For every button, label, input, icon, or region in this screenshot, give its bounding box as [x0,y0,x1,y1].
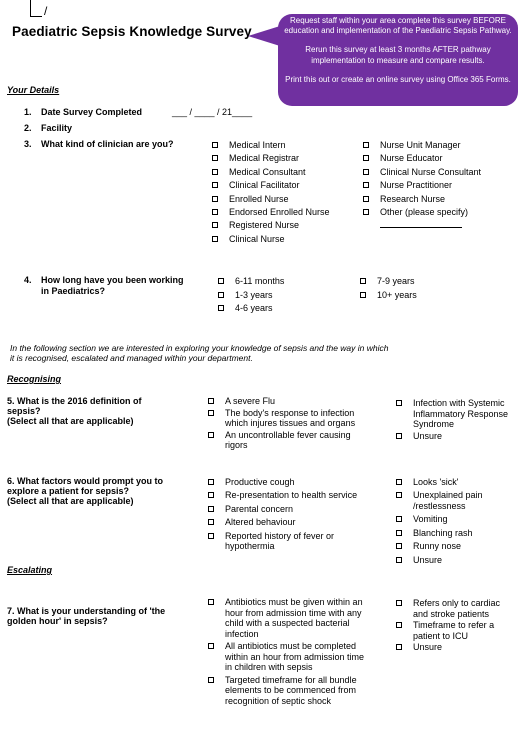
checkbox-option[interactable]: Enrolled Nurse [212,194,362,207]
checkbox-option[interactable]: 6-11 months [218,276,338,290]
checkbox-icon[interactable] [396,622,402,628]
checkbox-option[interactable]: Looks 'sick' [396,477,506,490]
q7-options-right [396,598,506,653]
checkbox-option[interactable]: Parental concern [208,504,373,517]
q4-label-line2: in Paediatrics? [41,286,106,296]
checkbox-option[interactable]: Unsure [396,555,506,568]
checkbox-icon[interactable] [208,599,214,605]
slash-mark: / [44,4,48,18]
q6-options-mid [208,477,373,552]
checkbox-option[interactable]: The body's response to infection which injures tissues and organs [208,408,368,429]
q3-number: 3. [24,139,32,149]
checkbox-option[interactable]: Nurse Educator [363,153,513,166]
q5-label-line2: sepsis? [7,406,41,416]
checkbox-icon[interactable] [363,142,369,148]
q5-label-line1: 5. What is the 2016 definition of [7,396,142,406]
checkbox-icon[interactable] [363,169,369,175]
checkbox-icon[interactable] [218,278,224,284]
checkbox-option[interactable]: Clinical Facilitator [212,180,362,193]
checkbox-icon[interactable] [212,222,218,228]
checkbox-option[interactable]: An uncontrollable fever causing rigors [208,430,368,451]
checkbox-icon[interactable] [396,400,402,406]
q7-label-line1: 7. What is your understanding of 'the [7,606,166,616]
page-title: Paediatric Sepsis Knowledge Survey [12,24,252,39]
intro-line-1: In the following section we are interested in exploring your knowledge of sepsis and the way in which [10,343,389,353]
callout-para-1: Request staff within your area complete this survey BEFORE education and implementation of the Paediatric Sepsis Pathway. [284,16,512,36]
checkbox-icon[interactable] [396,557,402,563]
checkbox-option[interactable]: 7-9 years [360,276,480,290]
section-heading-recognising: Recognising [7,374,62,384]
checkbox-icon[interactable] [396,516,402,522]
checkbox-icon[interactable] [212,182,218,188]
checkbox-icon[interactable] [208,519,214,525]
checkbox-option[interactable]: Endorsed Enrolled Nurse [212,207,362,220]
checkbox-icon[interactable] [360,278,366,284]
checkbox-option[interactable]: Re-presentation to health service [208,490,373,503]
checkbox-icon[interactable] [208,677,214,683]
q5-options-mid [208,396,368,451]
q6-label-line2: explore a patient for sepsis? [7,486,130,496]
checkbox-icon[interactable] [212,196,218,202]
checkbox-icon[interactable] [208,533,214,539]
checkbox-option[interactable]: Clinical Nurse Consultant [363,167,513,180]
q7-options-mid [208,597,373,706]
checkbox-option[interactable]: Medical Consultant [212,167,362,180]
checkbox-icon[interactable] [396,433,402,439]
q3-options-right [363,140,513,220]
q2-label: Facility [41,123,73,133]
other-specify-line[interactable] [380,227,462,228]
checkbox-option[interactable]: A severe Flu [208,396,368,407]
checkbox-option[interactable]: Unexplained pain /restlessness [396,490,496,511]
q7-label-line2: golden hour' in sepsis? [7,616,108,626]
checkbox-option[interactable]: Research Nurse [363,194,513,207]
checkbox-icon[interactable] [208,432,214,438]
checkbox-option[interactable]: Medical Intern [212,140,362,153]
checkbox-option[interactable]: All antibiotics must be completed within an hour from admission time in children with sepsis [208,641,368,673]
checkbox-icon[interactable] [212,236,218,242]
checkbox-icon[interactable] [208,492,214,498]
checkbox-icon[interactable] [212,169,218,175]
q2-number: 2. [24,123,32,133]
checkbox-option[interactable]: Infection with Systemic Inflammatory Response Syndrome [396,398,516,430]
checkbox-icon[interactable] [363,155,369,161]
checkbox-option[interactable]: Antibiotics must be given within an hour from admission time with any child with a suspected bacterial infection [208,597,368,639]
q6-label-line3: (Select all that are applicable) [7,496,134,506]
checkbox-option[interactable]: Medical Registrar [212,153,362,166]
checkbox-icon[interactable] [363,182,369,188]
checkbox-option[interactable]: Reported history of fever or hypothermia [208,531,353,552]
checkbox-option[interactable]: Timeframe to refer a patient to ICU [396,620,501,641]
checkbox-icon[interactable] [208,410,214,416]
checkbox-icon[interactable] [208,506,214,512]
checkbox-icon[interactable] [396,492,402,498]
q4-options-left [218,276,338,317]
checkbox-option[interactable]: Nurse Unit Manager [363,140,513,153]
checkbox-icon[interactable] [212,155,218,161]
checkbox-icon[interactable] [208,643,214,649]
checkbox-icon[interactable] [396,530,402,536]
q4-label-line1: How long have you been working [41,275,184,285]
section-heading-escalating: Escalating [7,565,53,575]
checkbox-icon[interactable] [208,479,214,485]
checkbox-icon[interactable] [396,644,402,650]
callout-tail [248,26,280,46]
section-heading-your-details: Your Details [7,85,60,95]
checkbox-icon[interactable] [396,543,402,549]
checkbox-option[interactable]: Unsure [396,431,516,442]
checkbox-option[interactable]: Clinical Nurse [212,234,362,247]
checkbox-option[interactable]: 1-3 years [218,290,338,304]
date-field[interactable]: ___ / ____ / 21____ [172,107,253,117]
checkbox-option[interactable]: Runny nose [396,541,506,554]
checkbox-icon[interactable] [360,292,366,298]
checkbox-option[interactable]: Refers only to cardiac and stroke patients [396,598,501,619]
checkbox-option[interactable]: Registered Nurse [212,220,362,233]
checkbox-option[interactable]: Altered behaviour [208,517,373,530]
q6-options-right [396,477,506,568]
checkbox-option[interactable]: Blanching rash [396,528,506,541]
checkbox-icon[interactable] [363,209,369,215]
intro-line-2: it is recognised, escalated and managed within your department. [10,353,253,363]
q6-label-line1: 6. What factors would prompt you to [7,476,163,486]
q3-options-left [212,140,362,247]
corner-mark-horizontal [30,16,42,17]
checkbox-icon[interactable] [218,292,224,298]
callout-para-3: Print this out or create an online survey using Office 365 Forms. [285,74,511,84]
checkbox-icon[interactable] [396,600,402,606]
callout-text [284,16,512,94]
q5-label-line3: (Select all that are applicable) [7,416,134,426]
checkbox-icon[interactable] [218,305,224,311]
checkbox-option[interactable]: Unsure [396,642,506,653]
q4-options-right [360,276,480,303]
checkbox-option[interactable]: Targeted timeframe for all bundle elements to be commenced from recognition of septic shock [208,675,368,707]
q3-label: What kind of clinician are you? [41,139,174,149]
checkbox-icon[interactable] [212,142,218,148]
checkbox-icon[interactable] [363,196,369,202]
checkbox-option[interactable]: Other (please specify) [363,207,513,220]
checkbox-icon[interactable] [396,479,402,485]
checkbox-icon[interactable] [208,398,214,404]
checkbox-option[interactable]: Productive cough [208,477,373,490]
checkbox-option[interactable]: 10+ years [360,290,480,304]
callout-para-2: Rerun this survey at least 3 months AFTER pathway implementation to measure and compare results. [305,45,491,65]
checkbox-option[interactable]: Nurse Practitioner [363,180,513,193]
checkbox-icon[interactable] [212,209,218,215]
q1-number: 1. [24,107,32,117]
checkbox-option[interactable]: Vomiting [396,514,506,527]
q5-options-right [396,398,516,441]
q1-label: Date Survey Completed [41,107,143,117]
checkbox-option[interactable]: 4-6 years [218,303,338,317]
corner-mark-vertical [30,0,31,16]
q4-number: 4. [24,275,32,285]
